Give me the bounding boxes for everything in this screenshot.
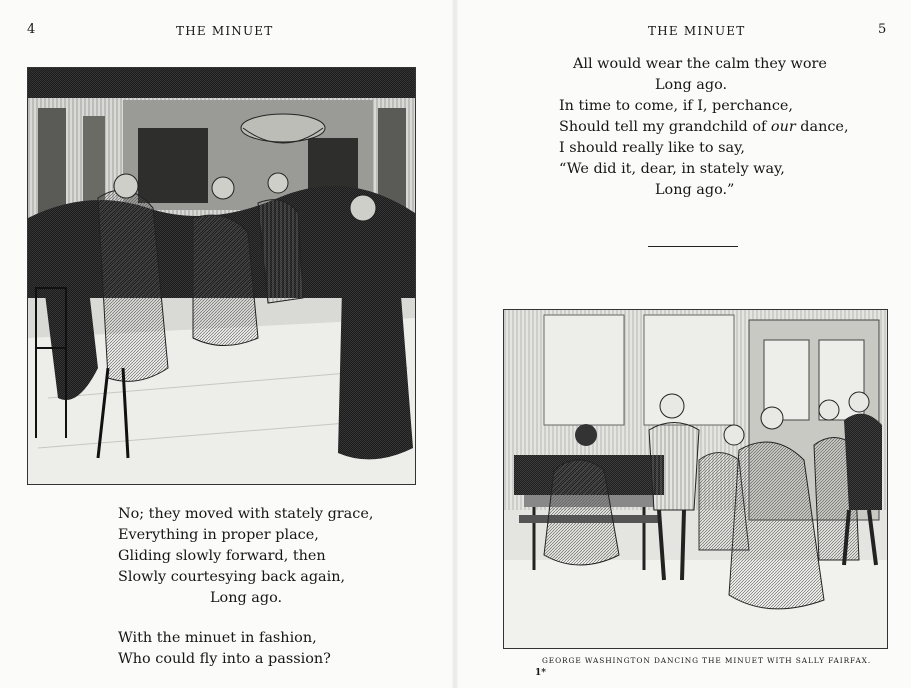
emphasized-word: our <box>770 119 796 135</box>
page-number: 5 <box>878 22 887 37</box>
verse-line: Slowly courtesying back again, <box>118 569 346 585</box>
running-head: THE MINUET <box>648 24 746 38</box>
verse-line: I should really like to say, <box>559 140 745 156</box>
verse-line: No; they moved with stately grace, <box>118 506 374 522</box>
verse-refrain: Long ago. <box>655 77 728 93</box>
verse-text: dance, <box>795 119 849 135</box>
illustration-caption: GEORGE WASHINGTON DANCING THE MINUET WITH SALLY FAIRFAX. <box>542 656 872 665</box>
verse-line: All would wear the calm they wore <box>573 56 827 72</box>
washington-minuet-illustration <box>503 309 888 649</box>
verse-refrain: Long ago.” <box>655 182 735 198</box>
verse-text: Should tell my grandchild of <box>559 119 771 135</box>
left-page <box>0 0 455 688</box>
page-number: 4 <box>27 22 36 37</box>
verse-line: Gliding slowly forward, then <box>118 548 326 564</box>
verse-line: “We did it, dear, in stately way, <box>559 161 785 177</box>
verse-line: In time to come, if I, perchance, <box>559 98 793 114</box>
running-head: THE MINUET <box>176 24 274 38</box>
verse-refrain: Long ago. <box>210 590 283 606</box>
verse-stanza-3 <box>559 54 849 201</box>
section-rule <box>648 246 738 247</box>
verse-stanza-2 <box>118 628 331 670</box>
verse-line: Everything in proper place, <box>118 527 319 543</box>
verse-line: Who could fly into a passion? <box>118 651 331 667</box>
verse-stanza-1 <box>118 504 373 609</box>
verse-line <box>559 117 849 138</box>
verse-line: With the minuet in fashion, <box>118 630 317 646</box>
signature-mark: 1* <box>535 668 546 678</box>
ballroom-illustration <box>27 67 416 485</box>
right-page <box>455 0 911 688</box>
